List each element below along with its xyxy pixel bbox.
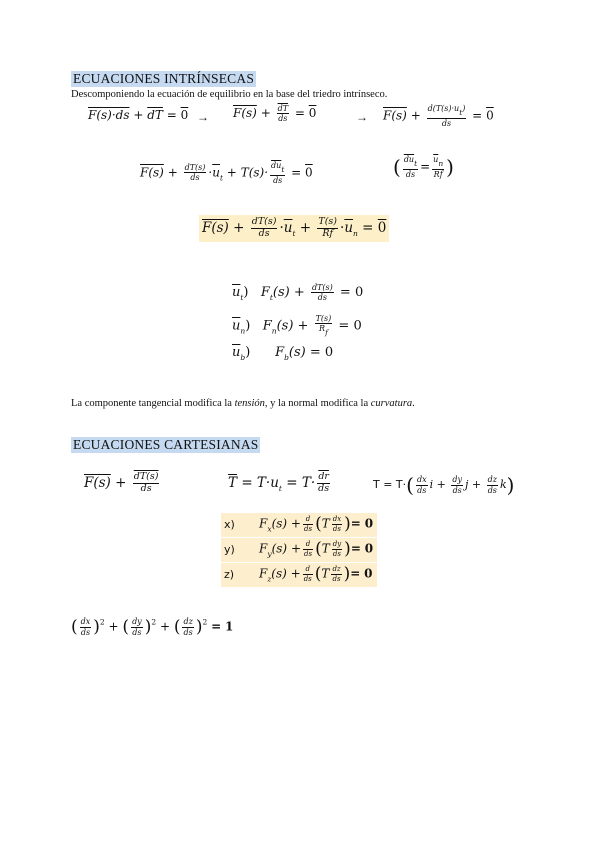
component-row-binormal: $\overline{u}_b$) $F_b(s) = 0$	[232, 345, 334, 362]
equation-force-tension: F(s) + $\frac{dT(s)}{ds}$	[84, 471, 159, 494]
cartesian-equations-table	[221, 513, 377, 588]
frenet-relation: ( $\frac{\overline{du}t}{ds}$ = $\frac{\overline{u}n}{Rf}$ )	[393, 155, 454, 179]
equation-product-form: F(s) + $\frac{d(T(s)\cdot ut)}{ds}$ = 0	[383, 104, 494, 128]
table-row: x) $F_x(s)$ + $\frac{d}{ds}$ (T $\frac{dx}{ds}$ )= 0	[221, 513, 377, 538]
component-row-tangential: $\overline{u}_t$) $F_t(s)$ + $\frac{dT(s)}{ds}$ = 0	[232, 283, 364, 303]
arrow-right-icon: →	[356, 110, 368, 124]
equation-derivative-form: F(s) + $\frac{\overline{dT}}{ds}$ = 0	[233, 104, 317, 124]
force-vector-term: F(s)·ds	[88, 108, 130, 122]
component-row-normal: $\overline{u}_n$) $F_n(s)$ + $\frac{T(s)}{Rf}$ = 0	[232, 314, 362, 338]
equation-tension-components: T = T·( $\frac{dx}{ds}$ i + $\frac{dy}{ds}$ j + $\frac{dz}{ds}$ k)	[373, 473, 515, 497]
intro-text: Descomponiendo la ecuación de equilibrio en la base del triedro intrínseco.	[71, 89, 388, 100]
table-row: y) $F_y(s)$ + $\frac{d}{ds}$ (T $\frac{dy}{ds}$ )= 0	[221, 538, 377, 563]
intrinsic-equilibrium-equation: F(s) + $\frac{dT(s)}{ds}$ $\cdot\overline{u}_t$ + $\frac{T(s)}{Rf}$ $\cdot\overline{u}_n = 0$	[199, 215, 389, 242]
equation-tension-vector: $\overline{T} = T\cdot u_t = T\cdot$ $\frac{\overline{dr}}{ds}$	[228, 471, 330, 494]
equation-expanded: F(s) + $\frac{dT(s)}{ds}$ $\cdot\overline{u}_t + T(s)\cdot$ $\frac{\overline{du}t}{ds}$ = 0	[140, 161, 313, 185]
section-heading-cartesianas: ECUACIONES CARTESIANAS	[73, 437, 259, 452]
unit-tangent-norm-equation: ( $\frac{dx}{ds}$ )$^2$ + ( $\frac{dy}{ds}$ )$^2$ + ( $\frac{dz}{ds}$ )$^2$ = 1	[71, 617, 234, 637]
arrow-right-icon: →	[197, 110, 209, 124]
table-row: z) $F_z(s)$ + $\frac{d}{ds}$ (T $\frac{dz}{ds}$ )= 0	[221, 563, 377, 588]
remark-text: La componente tangencial modifica la tensión, y la normal modifica la curvatura.	[71, 398, 415, 409]
equation-equilibrium-row: $F(s)\cdot ds + \overline{dT} = 0$	[88, 108, 189, 122]
section-heading-intrinsecas: ECUACIONES INTRÍNSECAS	[73, 71, 255, 86]
